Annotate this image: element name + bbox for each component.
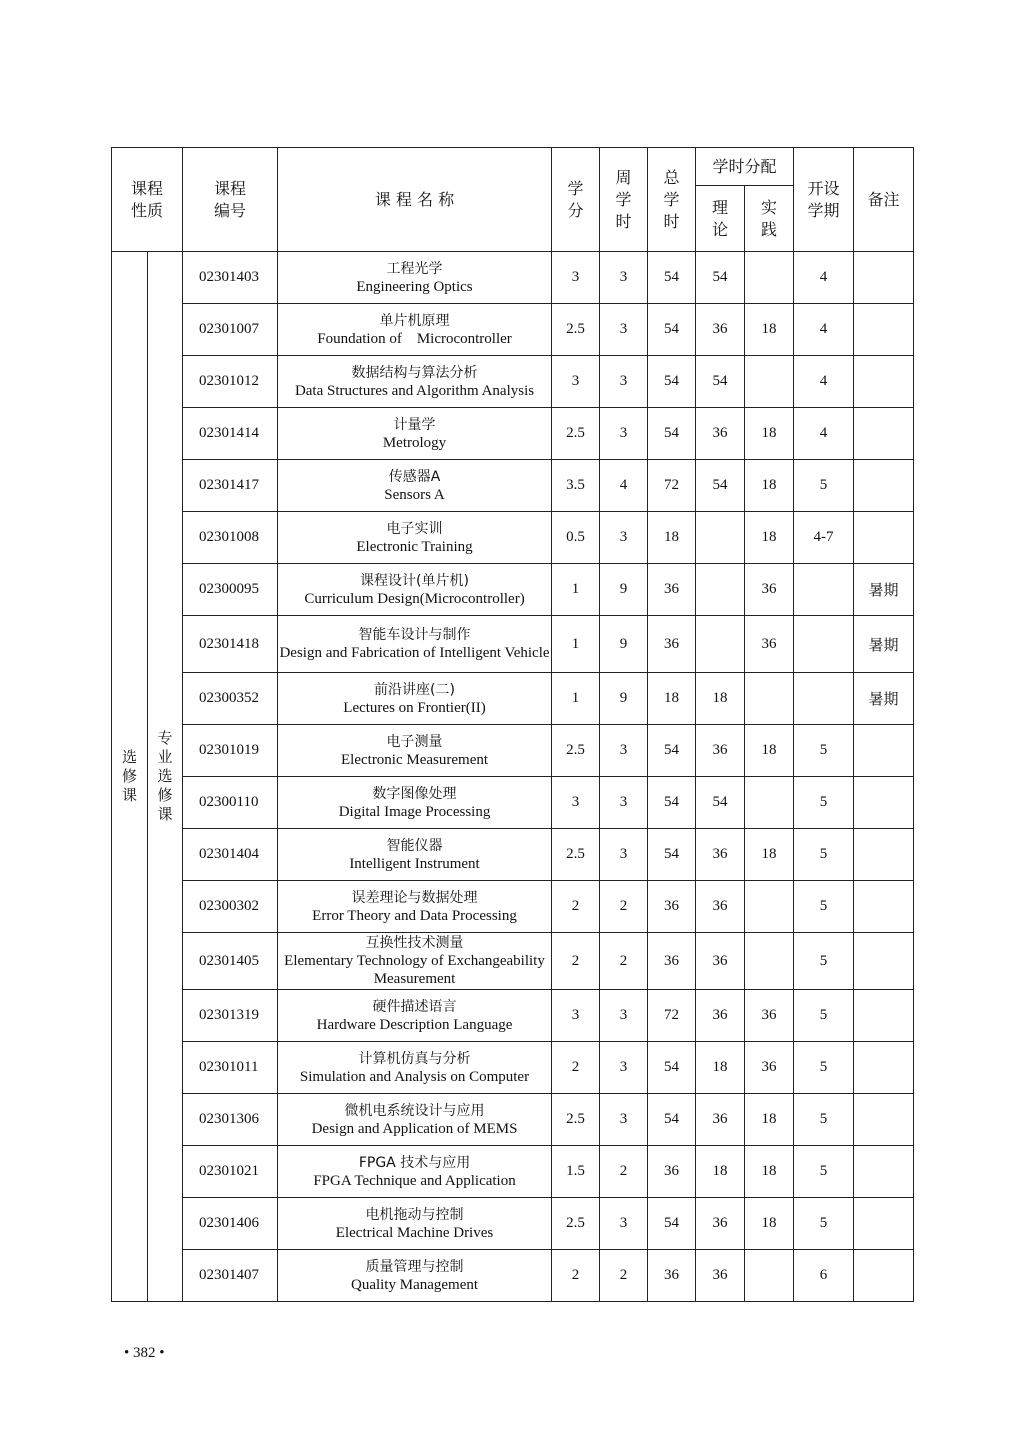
credits-cell: 2.5 bbox=[552, 1094, 600, 1146]
course-name-cn: 误差理论与数据处理 bbox=[351, 889, 478, 906]
practice-hours-cell bbox=[745, 933, 794, 990]
course-name-cell bbox=[278, 1250, 552, 1302]
theory-hours-cell: 36 bbox=[696, 408, 745, 460]
table-row bbox=[112, 356, 914, 408]
credits-cell: 1.5 bbox=[552, 1146, 600, 1198]
course-name-cell bbox=[278, 356, 552, 408]
remark-cell: 暑期 bbox=[854, 673, 914, 725]
weekly-hours-cell: 3 bbox=[600, 990, 648, 1042]
practice-hours-cell: 36 bbox=[745, 616, 794, 673]
header-remarks: 备注 bbox=[854, 148, 914, 252]
credits-cell: 3 bbox=[552, 252, 600, 304]
semester-cell: 5 bbox=[794, 460, 854, 512]
semester-cell: 5 bbox=[794, 777, 854, 829]
credits-cell: 2 bbox=[552, 881, 600, 933]
theory-hours-cell: 18 bbox=[696, 673, 745, 725]
theory-hours-cell: 54 bbox=[696, 777, 745, 829]
theory-hours-cell: 18 bbox=[696, 1042, 745, 1094]
table-row bbox=[112, 252, 914, 304]
total-hours-cell: 54 bbox=[648, 1198, 696, 1250]
course-code-cell: 02300352 bbox=[183, 673, 278, 725]
course-name-en: Curriculum Design(Microcontroller) bbox=[304, 590, 525, 607]
credits-cell: 3 bbox=[552, 777, 600, 829]
credits-cell: 0.5 bbox=[552, 512, 600, 564]
semester-cell: 5 bbox=[794, 1198, 854, 1250]
course-table-body bbox=[112, 252, 914, 1302]
weekly-hours-cell: 2 bbox=[600, 881, 648, 933]
course-name-en: Data Structures and Algorithm Analysis bbox=[294, 382, 535, 399]
course-name-en: Digital Image Processing bbox=[338, 803, 491, 820]
theory-hours-cell: 36 bbox=[696, 1198, 745, 1250]
course-code-cell: 02300110 bbox=[183, 777, 278, 829]
theory-hours-cell bbox=[696, 564, 745, 616]
course-name-cn: 智能车设计与制作 bbox=[358, 627, 471, 643]
semester-cell: 4 bbox=[794, 252, 854, 304]
header-total-hours: 总 学 时 bbox=[648, 148, 696, 252]
course-code-cell: 02301008 bbox=[183, 512, 278, 564]
header-semester: 开设 学期 bbox=[794, 148, 854, 252]
course-name-cell bbox=[278, 564, 552, 616]
course-name-cell bbox=[278, 933, 552, 990]
total-hours-cell: 54 bbox=[648, 777, 696, 829]
credits-cell: 2.5 bbox=[552, 1198, 600, 1250]
course-name-cell bbox=[278, 725, 552, 777]
course-name-en: Hardware Description Language bbox=[316, 1016, 513, 1033]
credits-cell: 2.5 bbox=[552, 408, 600, 460]
course-code-cell: 02301414 bbox=[183, 408, 278, 460]
theory-hours-cell: 54 bbox=[696, 356, 745, 408]
course-code-cell: 02301306 bbox=[183, 1094, 278, 1146]
credits-cell: 1 bbox=[552, 564, 600, 616]
semester-cell: 5 bbox=[794, 933, 854, 990]
total-hours-cell: 72 bbox=[648, 990, 696, 1042]
theory-hours-cell: 36 bbox=[696, 933, 745, 990]
credits-cell: 2 bbox=[552, 1042, 600, 1094]
semester-cell: 5 bbox=[794, 990, 854, 1042]
course-name-cn: 电子实训 bbox=[386, 520, 443, 537]
header-practice: 实 践 bbox=[745, 186, 794, 252]
table-row bbox=[112, 460, 914, 512]
course-code-cell: 02300095 bbox=[183, 564, 278, 616]
weekly-hours-cell: 3 bbox=[600, 1198, 648, 1250]
weekly-hours-cell: 3 bbox=[600, 1042, 648, 1094]
total-hours-cell: 36 bbox=[648, 616, 696, 673]
practice-hours-cell: 36 bbox=[745, 1042, 794, 1094]
credits-cell: 1 bbox=[552, 673, 600, 725]
total-hours-cell: 54 bbox=[648, 829, 696, 881]
course-code-cell: 02301319 bbox=[183, 990, 278, 1042]
total-hours-cell: 54 bbox=[648, 725, 696, 777]
semester-cell: 4 bbox=[794, 408, 854, 460]
weekly-hours-cell: 2 bbox=[600, 933, 648, 990]
course-name-en: FPGA Technique and Application bbox=[313, 1172, 516, 1189]
credits-cell: 2.5 bbox=[552, 829, 600, 881]
theory-hours-cell: 54 bbox=[696, 460, 745, 512]
practice-hours-cell: 18 bbox=[745, 408, 794, 460]
semester-cell: 4-7 bbox=[794, 512, 854, 564]
credits-cell: 1 bbox=[552, 616, 600, 673]
practice-hours-cell: 18 bbox=[745, 460, 794, 512]
practice-hours-cell bbox=[745, 1250, 794, 1302]
practice-hours-cell: 18 bbox=[745, 829, 794, 881]
remark-cell bbox=[854, 725, 914, 777]
semester-cell: 5 bbox=[794, 881, 854, 933]
semester-cell: 6 bbox=[794, 1250, 854, 1302]
course-name-en: Sensors A bbox=[384, 486, 445, 503]
weekly-hours-cell: 3 bbox=[600, 356, 648, 408]
semester-cell bbox=[794, 564, 854, 616]
weekly-hours-cell: 3 bbox=[600, 408, 648, 460]
course-name-en: Simulation and Analysis on Computer bbox=[299, 1068, 530, 1085]
total-hours-cell: 54 bbox=[648, 356, 696, 408]
weekly-hours-cell: 3 bbox=[600, 725, 648, 777]
credits-cell: 3.5 bbox=[552, 460, 600, 512]
course-name-cn: 电机拖动与控制 bbox=[365, 1206, 464, 1223]
weekly-hours-cell: 2 bbox=[600, 1250, 648, 1302]
practice-hours-cell: 18 bbox=[745, 725, 794, 777]
course-name-cn: 计算机仿真与分析 bbox=[358, 1050, 471, 1067]
practice-hours-cell: 18 bbox=[745, 1146, 794, 1198]
total-hours-cell: 54 bbox=[648, 1094, 696, 1146]
course-code-cell: 02301418 bbox=[183, 616, 278, 673]
practice-hours-cell bbox=[745, 777, 794, 829]
table-row bbox=[112, 933, 914, 990]
semester-cell: 5 bbox=[794, 725, 854, 777]
theory-hours-cell: 18 bbox=[696, 1146, 745, 1198]
theory-hours-cell: 54 bbox=[696, 252, 745, 304]
weekly-hours-cell: 9 bbox=[600, 616, 648, 673]
course-name-cell bbox=[278, 990, 552, 1042]
course-code-cell: 02301417 bbox=[183, 460, 278, 512]
table-row bbox=[112, 829, 914, 881]
course-code-cell: 02301021 bbox=[183, 1146, 278, 1198]
weekly-hours-cell: 3 bbox=[600, 829, 648, 881]
semester-cell: 4 bbox=[794, 304, 854, 356]
theory-hours-cell bbox=[696, 512, 745, 564]
course-name-cell bbox=[278, 1042, 552, 1094]
table-row bbox=[112, 1042, 914, 1094]
course-code-cell: 02301403 bbox=[183, 252, 278, 304]
weekly-hours-cell: 3 bbox=[600, 1094, 648, 1146]
practice-hours-cell: 18 bbox=[745, 1198, 794, 1250]
header-course-name: 课 程 名 称 bbox=[278, 148, 552, 252]
course-name-cell bbox=[278, 460, 552, 512]
credits-cell: 2.5 bbox=[552, 304, 600, 356]
remark-cell bbox=[854, 990, 914, 1042]
course-name-cell bbox=[278, 408, 552, 460]
remark-cell bbox=[854, 304, 914, 356]
category-cell: 选 修 课 bbox=[112, 252, 148, 1302]
course-name-cn: 数字图像处理 bbox=[372, 785, 457, 802]
semester-cell: 5 bbox=[794, 829, 854, 881]
weekly-hours-cell: 9 bbox=[600, 673, 648, 725]
course-name-en: Quality Management bbox=[350, 1276, 479, 1293]
header-course-type: 课程 性质 bbox=[112, 148, 183, 252]
remark-cell bbox=[854, 1042, 914, 1094]
course-name-cn: 单片机原理 bbox=[379, 312, 450, 329]
semester-cell bbox=[794, 616, 854, 673]
remark-cell bbox=[854, 1094, 914, 1146]
course-name-cn: 微机电系统设计与应用 bbox=[344, 1102, 485, 1119]
theory-hours-cell: 36 bbox=[696, 725, 745, 777]
credits-cell: 3 bbox=[552, 990, 600, 1042]
remark-cell bbox=[854, 1198, 914, 1250]
weekly-hours-cell: 4 bbox=[600, 460, 648, 512]
weekly-hours-cell: 9 bbox=[600, 564, 648, 616]
remark-cell bbox=[854, 881, 914, 933]
course-name-cn: 硬件描述语言 bbox=[372, 998, 457, 1015]
course-name-cn: 智能仪器 bbox=[386, 837, 443, 854]
table-row bbox=[112, 304, 914, 356]
total-hours-cell: 36 bbox=[648, 564, 696, 616]
practice-hours-cell: 18 bbox=[745, 1094, 794, 1146]
course-name-cell bbox=[278, 304, 552, 356]
theory-hours-cell: 36 bbox=[696, 990, 745, 1042]
course-name-en: Intelligent Instrument bbox=[349, 855, 480, 872]
remark-cell: 暑期 bbox=[854, 616, 914, 673]
table-row bbox=[112, 564, 914, 616]
course-name-cell bbox=[278, 252, 552, 304]
semester-cell: 5 bbox=[794, 1146, 854, 1198]
table-row bbox=[112, 408, 914, 460]
course-code-cell: 02301406 bbox=[183, 1198, 278, 1250]
total-hours-cell: 54 bbox=[648, 408, 696, 460]
course-name-cell bbox=[278, 1094, 552, 1146]
course-name-en: Electronic Training bbox=[356, 538, 473, 555]
weekly-hours-cell: 2 bbox=[600, 1146, 648, 1198]
semester-cell bbox=[794, 673, 854, 725]
table-row bbox=[112, 725, 914, 777]
practice-hours-cell bbox=[745, 356, 794, 408]
total-hours-cell: 54 bbox=[648, 304, 696, 356]
course-name-cn: 课程设计(单片机) bbox=[360, 572, 469, 589]
practice-hours-cell bbox=[745, 673, 794, 725]
table-row bbox=[112, 1094, 914, 1146]
theory-hours-cell bbox=[696, 616, 745, 673]
total-hours-cell: 18 bbox=[648, 512, 696, 564]
course-name-en: Error Theory and Data Processing bbox=[312, 907, 517, 924]
course-name-en: Design and Fabrication of Intelligent Vehicle bbox=[279, 645, 550, 661]
theory-hours-cell: 36 bbox=[696, 1250, 745, 1302]
remark-cell bbox=[854, 356, 914, 408]
remark-cell bbox=[854, 512, 914, 564]
table-row bbox=[112, 777, 914, 829]
total-hours-cell: 36 bbox=[648, 1250, 696, 1302]
practice-hours-cell bbox=[745, 881, 794, 933]
header-weekly-hours: 周 学 时 bbox=[600, 148, 648, 252]
remark-cell bbox=[854, 1250, 914, 1302]
theory-hours-cell: 36 bbox=[696, 304, 745, 356]
header-credits: 学 分 bbox=[552, 148, 600, 252]
course-name-en: Engineering Optics bbox=[356, 278, 473, 295]
theory-hours-cell: 36 bbox=[696, 881, 745, 933]
course-name-en: Electrical Machine Drives bbox=[335, 1224, 494, 1241]
semester-cell: 5 bbox=[794, 1042, 854, 1094]
course-code-cell: 02301404 bbox=[183, 829, 278, 881]
table-row bbox=[112, 1146, 914, 1198]
course-code-cell: 02301407 bbox=[183, 1250, 278, 1302]
weekly-hours-cell: 3 bbox=[600, 512, 648, 564]
course-name-cn: 工程光学 bbox=[386, 260, 443, 277]
total-hours-cell: 36 bbox=[648, 1146, 696, 1198]
credits-cell: 2 bbox=[552, 1250, 600, 1302]
semester-cell: 5 bbox=[794, 1094, 854, 1146]
course-name-cell bbox=[278, 673, 552, 725]
total-hours-cell: 72 bbox=[648, 460, 696, 512]
course-name-cn: 数据结构与算法分析 bbox=[351, 364, 478, 381]
course-name-cn: 计量学 bbox=[393, 416, 436, 433]
weekly-hours-cell: 3 bbox=[600, 777, 648, 829]
header-course-code: 课程 编号 bbox=[183, 148, 278, 252]
total-hours-cell: 18 bbox=[648, 673, 696, 725]
weekly-hours-cell: 3 bbox=[600, 252, 648, 304]
table-row bbox=[112, 1250, 914, 1302]
course-name-en: Design and Application of MEMS bbox=[311, 1120, 518, 1137]
course-code-cell: 02301405 bbox=[183, 933, 278, 990]
course-name-cell bbox=[278, 829, 552, 881]
practice-hours-cell bbox=[745, 252, 794, 304]
course-code-cell: 02301011 bbox=[183, 1042, 278, 1094]
practice-hours-cell: 18 bbox=[745, 512, 794, 564]
table-row bbox=[112, 616, 914, 673]
course-code-cell: 02301007 bbox=[183, 304, 278, 356]
course-name-en: Elementary Technology of Exchangeability Measurement bbox=[284, 953, 549, 987]
header-theory: 理 论 bbox=[696, 186, 745, 252]
course-name-en: Lectures on Frontier(II) bbox=[343, 699, 486, 716]
remark-cell: 暑期 bbox=[854, 564, 914, 616]
course-name-cell bbox=[278, 512, 552, 564]
course-name-en: Foundation of Microcontroller bbox=[317, 330, 512, 347]
course-name-cn: 质量管理与控制 bbox=[365, 1258, 464, 1275]
table-row bbox=[112, 1198, 914, 1250]
theory-hours-cell: 36 bbox=[696, 1094, 745, 1146]
practice-hours-cell: 36 bbox=[745, 990, 794, 1042]
course-code-cell: 02301019 bbox=[183, 725, 278, 777]
header-hour-allocation: 学时分配 bbox=[696, 148, 794, 186]
remark-cell bbox=[854, 460, 914, 512]
course-name-cn: 前沿讲座(二) bbox=[374, 681, 455, 698]
total-hours-cell: 36 bbox=[648, 881, 696, 933]
practice-hours-cell: 36 bbox=[745, 564, 794, 616]
course-name-cn: FPGA 技术与应用 bbox=[358, 1154, 471, 1171]
course-name-cn: 电子测量 bbox=[386, 733, 443, 750]
course-name-cell bbox=[278, 1198, 552, 1250]
course-name-cn: 传感器A bbox=[388, 468, 441, 485]
table-row bbox=[112, 990, 914, 1042]
total-hours-cell: 54 bbox=[648, 252, 696, 304]
practice-hours-cell: 18 bbox=[745, 304, 794, 356]
course-name-cell bbox=[278, 881, 552, 933]
credits-cell: 2 bbox=[552, 933, 600, 990]
theory-hours-cell: 36 bbox=[696, 829, 745, 881]
course-code-cell: 02300302 bbox=[183, 881, 278, 933]
course-code-cell: 02301012 bbox=[183, 356, 278, 408]
course-name-en: Metrology bbox=[382, 434, 447, 451]
remark-cell bbox=[854, 933, 914, 990]
total-hours-cell: 54 bbox=[648, 1042, 696, 1094]
remark-cell bbox=[854, 829, 914, 881]
credits-cell: 2.5 bbox=[552, 725, 600, 777]
credits-cell: 3 bbox=[552, 356, 600, 408]
course-name-cell bbox=[278, 1146, 552, 1198]
course-name-en: Electronic Measurement bbox=[341, 751, 489, 768]
weekly-hours-cell: 3 bbox=[600, 304, 648, 356]
table-row bbox=[112, 673, 914, 725]
course-table bbox=[111, 147, 914, 1302]
subcategory-cell: 专 业 选 修 课 bbox=[148, 252, 183, 1302]
course-name-cn: 互换性技术测量 bbox=[365, 935, 464, 951]
table-row bbox=[112, 512, 914, 564]
remark-cell bbox=[854, 252, 914, 304]
remark-cell bbox=[854, 408, 914, 460]
course-name-cell bbox=[278, 777, 552, 829]
remark-cell bbox=[854, 777, 914, 829]
page-number: • 382 • bbox=[124, 1345, 165, 1361]
table-row bbox=[112, 881, 914, 933]
remark-cell bbox=[854, 1146, 914, 1198]
total-hours-cell: 36 bbox=[648, 933, 696, 990]
semester-cell: 4 bbox=[794, 356, 854, 408]
course-name-cell bbox=[278, 616, 552, 673]
